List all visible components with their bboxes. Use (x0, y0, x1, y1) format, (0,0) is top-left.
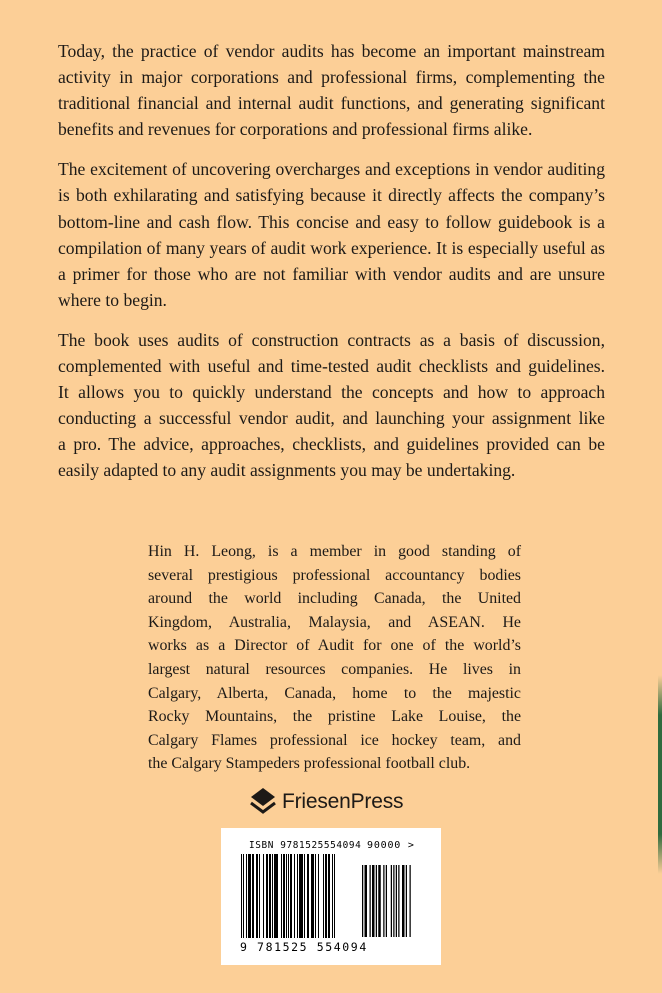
barcode-bar (323, 854, 324, 938)
bio-line: Kingdom, Australia, Malaysia, and ASEAN. He (148, 613, 521, 631)
price-code: 90000 > (367, 840, 415, 851)
text-line: traditional financial and internal audit functions, and generating significant (58, 93, 605, 114)
text-line: bottom-line and cash flow. This concise and easy to follow guidebook is a (58, 211, 605, 232)
bio-line: around the world including Canada, the United (148, 590, 521, 608)
barcode-bar (334, 854, 335, 938)
barcode-bar (252, 854, 254, 938)
text-line: complemented with useful and time-tested audit checklists and guidelines. (58, 356, 605, 377)
barcode-bar (281, 854, 282, 938)
barcode-bar (256, 854, 258, 938)
barcode-bar (362, 865, 363, 937)
barcode-bar (391, 865, 392, 937)
text-line: activity in major corporations and professional firms, complementing the (58, 67, 605, 88)
barcode-bar (410, 865, 411, 937)
barcode-bar (365, 865, 368, 937)
barcode-bar (372, 865, 375, 937)
barcode-digits: 9 781525 554094 (240, 940, 368, 954)
barcode-bar (370, 865, 371, 937)
text-line: a primer for those who are not familiar with vendor audits and are unsure (58, 263, 605, 284)
barcode-bar (398, 865, 399, 937)
bio-line: works as a Director of Audit for one of the world’s (148, 637, 521, 655)
bio-line: Calgary, Alberta, Canada, home to the majestic (148, 684, 521, 702)
text-line: a pro. The advice, approaches, checklists, and guidelines provided can be (58, 434, 605, 455)
barcode-bar (304, 854, 305, 938)
barcode-bar (248, 854, 251, 938)
barcode-bar (311, 854, 314, 938)
text-line: It allows you to quickly understand the concepts and how to approach (58, 382, 605, 403)
friesenpress-logo-icon (250, 787, 276, 817)
barcode-bar (376, 865, 377, 937)
bio-line: Rocky Mountains, the pristine Lake Louise, the (148, 708, 521, 726)
barcode-bar (402, 865, 405, 937)
barcode-bar (406, 865, 407, 937)
price-addon-barcode-bars (362, 865, 412, 937)
barcode-bar (246, 854, 247, 938)
description-paragraph-2 (58, 156, 605, 313)
barcode-bar (332, 854, 333, 938)
barcode-bar (286, 854, 287, 938)
barcode-bar (283, 854, 285, 938)
text-line: where to begin. (58, 289, 167, 310)
barcode-bar (274, 854, 278, 938)
barcode-bar (386, 865, 387, 937)
barcode-bar (290, 854, 292, 938)
bio-line: Calgary Flames professional ice hockey team, and (148, 731, 521, 749)
author-bio (148, 540, 521, 776)
barcode-bar (318, 854, 319, 938)
isbn-label: ISBN 9781525554094 (249, 840, 362, 851)
barcode-bar (263, 854, 264, 938)
publisher-mark (250, 786, 403, 818)
text-line: easily adapted to any audit assignments you may be undertaking. (58, 460, 516, 481)
barcode-bar (378, 865, 381, 937)
description-paragraph-1 (58, 38, 605, 142)
barcode-bar (307, 854, 309, 938)
text-line: The excitement of uncovering overcharges and exceptions in vendor auditing (58, 159, 605, 180)
barcode-bar (325, 854, 327, 938)
barcode-bar (396, 865, 397, 937)
bio-line: the Calgary Stampeders professional football club. (148, 755, 471, 773)
book-description (58, 38, 605, 498)
text-line: benefits and revenues for corporations and professional firms alike. (58, 119, 533, 140)
text-line: Today, the practice of vendor audits has become an important mainstream (58, 41, 605, 61)
description-paragraph-3 (58, 327, 605, 484)
bio-line: Hin H. Leong, is a member in good standing of (148, 543, 521, 560)
bio-line: largest natural resources companies. He lives in (148, 660, 521, 678)
barcode-bar (328, 854, 330, 938)
publisher-name: FriesenPress (282, 790, 404, 813)
text-line: is both exhilarating and satisfying because it directly affects the company’s (58, 185, 605, 206)
barcode-bar (272, 854, 273, 938)
barcode-bar (288, 854, 289, 938)
barcode-bar (294, 854, 295, 938)
barcode-bar (259, 854, 260, 938)
isbn-barcode (221, 828, 441, 965)
ean-barcode-bars (241, 854, 351, 942)
barcode-bar (297, 854, 298, 938)
barcode-bar (383, 865, 384, 937)
barcode-bar (266, 854, 268, 938)
barcode-bar (241, 854, 242, 938)
barcode-bar (243, 854, 244, 938)
barcode-bar (299, 854, 303, 938)
barcode-bar (315, 854, 316, 938)
text-line: compilation of many years of audit work experience. It is especially useful as (58, 237, 605, 258)
cover-edge-strip (658, 0, 662, 993)
barcode-bar (393, 865, 394, 937)
text-line: The book uses audits of construction contracts as a basis of discussion, (58, 329, 605, 350)
text-line: conducting a successful vendor audit, and launching your assignment like (58, 408, 605, 429)
bio-line: several prestigious professional accountancy bodies (148, 566, 521, 584)
barcode-bar (269, 854, 271, 938)
